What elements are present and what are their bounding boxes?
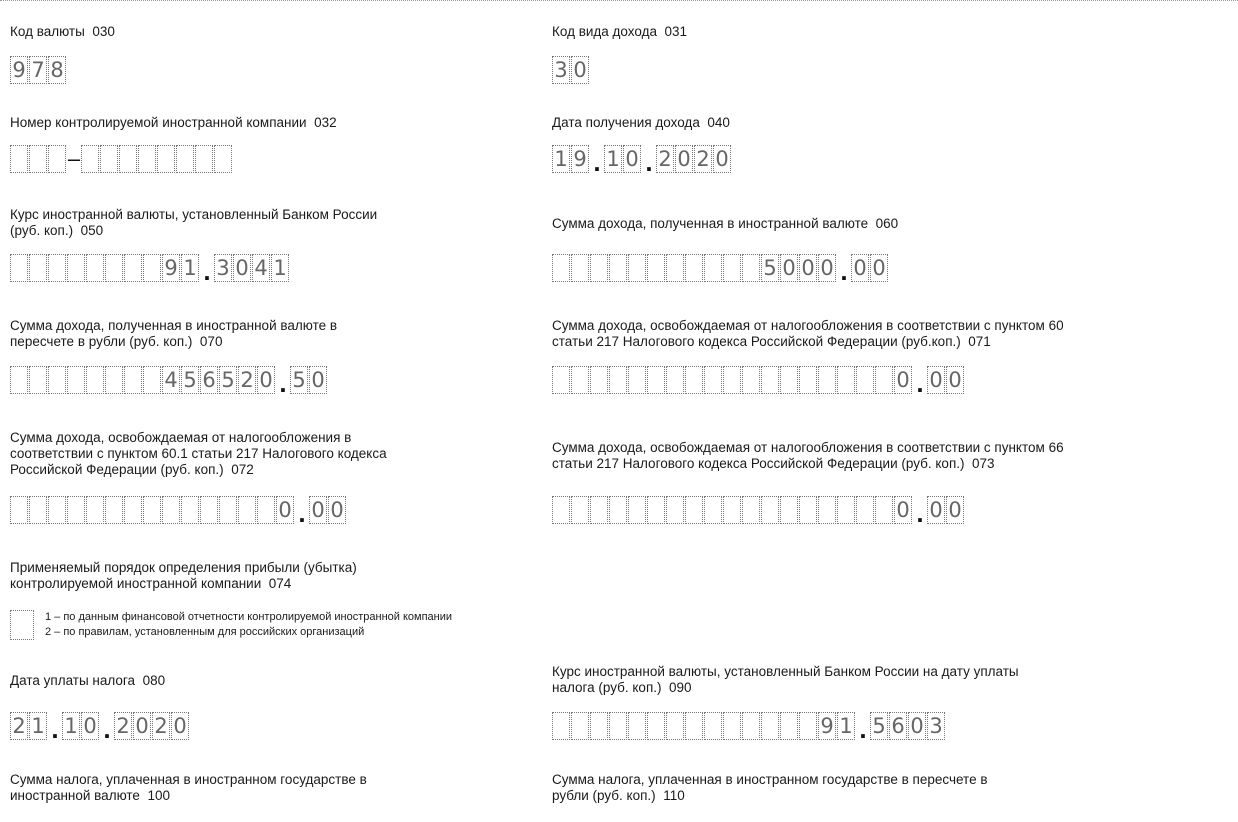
digit-cell[interactable]: [685, 496, 703, 524]
top-dotted-rule: [0, 0, 1238, 1]
digit-cell[interactable]: [704, 712, 722, 740]
digit-cell[interactable]: 9: [162, 254, 180, 282]
field-074-profit-method-cell[interactable]: [10, 610, 34, 640]
field-071-label: Сумма дохода, освобождаемая от налогообложения в соответствии с пунктом 60 статьи 217 Налогового кодекса Российской Федерации (руб.коп.) 071: [552, 318, 1064, 349]
field-072-label: Сумма дохода, освобождаемая от налогообложения в соответствии с пунктом 60.1 статьи 217 Налогового кодекса Российской Федерации (руб. коп.) 072: [10, 430, 387, 477]
digit-cell[interactable]: [257, 496, 275, 524]
digit-cell[interactable]: [10, 366, 28, 394]
digit-cell[interactable]: [48, 145, 66, 173]
digit-cell[interactable]: [818, 366, 836, 394]
digit-cell[interactable]: 0: [946, 496, 964, 524]
digit-cell[interactable]: [124, 496, 142, 524]
digit-cell[interactable]: [723, 712, 741, 740]
digit-cell[interactable]: [143, 496, 161, 524]
digit-cell[interactable]: [552, 366, 570, 394]
digit-cell[interactable]: 6: [889, 712, 907, 740]
digit-cell[interactable]: [10, 254, 28, 282]
digit-cell[interactable]: 5: [761, 254, 779, 282]
digit-cell[interactable]: 6: [200, 366, 218, 394]
digit-cell[interactable]: [124, 254, 142, 282]
digit-cell[interactable]: [666, 712, 684, 740]
field-050-exchange-rate[interactable]: [10, 252, 290, 286]
field-074-option-2: 2 – по правилам, установленным для российских организаций: [45, 626, 365, 638]
digit-cell[interactable]: 1: [604, 145, 622, 173]
digit-cell[interactable]: [119, 145, 137, 173]
field-071-exempt-income-p60[interactable]: [552, 364, 965, 398]
digit-cell[interactable]: [761, 366, 779, 394]
digit-cell[interactable]: [590, 254, 608, 282]
digit-cell[interactable]: 0: [133, 712, 151, 740]
digit-cell[interactable]: [609, 254, 627, 282]
field-070-income-rubles[interactable]: [10, 364, 328, 398]
digit-cell[interactable]: [100, 145, 118, 173]
digit-cell[interactable]: [666, 254, 684, 282]
digit-cell[interactable]: [742, 366, 760, 394]
digit-cell[interactable]: [571, 366, 589, 394]
digit-cell[interactable]: 9: [571, 145, 589, 173]
digit-cell[interactable]: [837, 366, 855, 394]
digit-cell[interactable]: [67, 254, 85, 282]
dot-separator: .: [298, 498, 306, 528]
field-074-label: Применяемый порядок определения прибыли (убытка) контролируемой иностранной компании 074: [10, 560, 357, 591]
digit-cell[interactable]: 3: [552, 56, 570, 84]
digit-cell[interactable]: 2: [238, 366, 256, 394]
field-030-label: Код валюты 030: [10, 24, 115, 39]
digit-cell[interactable]: [86, 366, 104, 394]
digit-cell[interactable]: 0: [233, 254, 251, 282]
digit-cell[interactable]: [238, 496, 256, 524]
digit-cell[interactable]: 0: [623, 145, 641, 173]
digit-cell[interactable]: [29, 254, 47, 282]
field-090-label: Курс иностранной валюты, установленный Банком России на дату уплаты налога (руб. коп.) 090: [552, 664, 1019, 695]
dot-separator: .: [51, 714, 59, 744]
digit-cell[interactable]: 2: [114, 712, 132, 740]
digit-cell[interactable]: [67, 366, 85, 394]
digit-cell[interactable]: [837, 496, 855, 524]
field-110-label: Сумма налога, уплаченная в иностранном государстве в пересчете в рубли (руб. коп.) 110: [552, 772, 988, 803]
digit-cell[interactable]: 1: [271, 254, 289, 282]
field-090-exchange-rate-on-payment-date[interactable]: [552, 710, 946, 744]
dot-separator: .: [840, 256, 848, 286]
digit-cell[interactable]: [609, 366, 627, 394]
digit-cell[interactable]: 2: [694, 145, 712, 173]
digit-cell[interactable]: [818, 496, 836, 524]
digit-cell[interactable]: [590, 366, 608, 394]
dot-separator: .: [916, 368, 924, 398]
field-080-tax-payment-date[interactable]: [10, 710, 190, 744]
digit-cell[interactable]: [195, 145, 213, 173]
field-031-income-type-code[interactable]: [552, 54, 590, 84]
digit-cell[interactable]: 0: [818, 254, 836, 282]
digit-cell[interactable]: [647, 712, 665, 740]
digit-cell[interactable]: [181, 496, 199, 524]
field-050-label: Курс иностранной валюты, установленный Банком России (руб. коп.) 050: [10, 207, 378, 238]
digit-cell[interactable]: [143, 366, 161, 394]
digit-cell[interactable]: [647, 496, 665, 524]
digit-cell[interactable]: 0: [571, 56, 589, 84]
digit-cell[interactable]: 0: [780, 254, 798, 282]
digit-cell[interactable]: 1: [29, 712, 47, 740]
digit-cell[interactable]: 0: [946, 366, 964, 394]
digit-cell[interactable]: [704, 254, 722, 282]
digit-cell[interactable]: [67, 496, 85, 524]
digit-cell[interactable]: [157, 145, 175, 173]
field-073-label: Сумма дохода, освобождаемая от налогообложения в соответствии с пунктом 66 статьи 217 Налогового кодекса Российской Федерации (руб. коп.) 073: [552, 440, 1064, 471]
digit-cell[interactable]: [742, 496, 760, 524]
digit-cell[interactable]: [761, 712, 779, 740]
digit-cell[interactable]: [875, 496, 893, 524]
digit-cell[interactable]: 1: [552, 145, 570, 173]
dot-separator: .: [593, 147, 601, 177]
digit-cell[interactable]: 0: [328, 496, 346, 524]
digit-cell[interactable]: [552, 254, 570, 282]
digit-cell[interactable]: 5: [290, 366, 308, 394]
digit-cell[interactable]: [138, 145, 156, 173]
dot-separator: .: [916, 498, 924, 528]
digit-cell[interactable]: [10, 496, 28, 524]
digit-cell[interactable]: [856, 496, 874, 524]
digit-cell[interactable]: [162, 496, 180, 524]
digit-cell[interactable]: [628, 712, 646, 740]
field-040-income-date[interactable]: [552, 143, 732, 177]
digit-cell[interactable]: [48, 254, 66, 282]
digit-cell[interactable]: [10, 145, 28, 173]
digit-cell[interactable]: [48, 366, 66, 394]
digit-cell[interactable]: [552, 712, 570, 740]
digit-cell[interactable]: [609, 712, 627, 740]
field-040-label: Дата получения дохода 040: [552, 115, 730, 130]
digit-cell[interactable]: 0: [276, 496, 294, 524]
digit-cell[interactable]: [742, 254, 760, 282]
digit-cell[interactable]: [571, 496, 589, 524]
digit-cell[interactable]: 2: [152, 712, 170, 740]
digit-cell[interactable]: [723, 366, 741, 394]
field-080-label: Дата уплаты налога 080: [10, 673, 166, 688]
digit-cell[interactable]: 0: [927, 496, 945, 524]
digit-cell[interactable]: 3: [214, 254, 232, 282]
digit-cell[interactable]: [742, 712, 760, 740]
digit-cell[interactable]: 0: [171, 712, 189, 740]
digit-cell[interactable]: [176, 145, 194, 173]
digit-cell[interactable]: [780, 712, 798, 740]
digit-cell[interactable]: [856, 366, 874, 394]
digit-cell[interactable]: 1: [837, 712, 855, 740]
digit-cell[interactable]: [647, 366, 665, 394]
digit-cell[interactable]: [552, 496, 570, 524]
digit-cell[interactable]: [666, 366, 684, 394]
digit-cell[interactable]: [799, 366, 817, 394]
digit-cell[interactable]: [780, 496, 798, 524]
field-031-label: Код вида дохода 031: [552, 24, 688, 39]
digit-cell[interactable]: [590, 712, 608, 740]
field-032-label: Номер контролируемой иностранной компании 032: [10, 115, 337, 130]
digit-cell[interactable]: 0: [908, 712, 926, 740]
digit-cell[interactable]: 1: [62, 712, 80, 740]
digit-cell[interactable]: [214, 145, 232, 173]
digit-cell[interactable]: [723, 496, 741, 524]
digit-cell[interactable]: 0: [257, 366, 275, 394]
field-070-label: Сумма дохода, полученная в иностранной валюте в пересчете в рубли (руб. коп.) 070: [10, 318, 338, 349]
digit-cell[interactable]: 0: [713, 145, 731, 173]
digit-cell[interactable]: 0: [894, 496, 912, 524]
dot-separator: .: [103, 714, 111, 744]
digit-cell[interactable]: [48, 496, 66, 524]
digit-cell[interactable]: [609, 496, 627, 524]
digit-cell[interactable]: [105, 254, 123, 282]
field-073-exempt-income-p66[interactable]: [552, 494, 965, 528]
digit-cell[interactable]: 7: [29, 56, 47, 84]
digit-cell[interactable]: 9: [818, 712, 836, 740]
digit-cell[interactable]: [704, 366, 722, 394]
dot-separator: .: [203, 256, 211, 286]
digit-cell[interactable]: 8: [48, 56, 66, 84]
digit-cell[interactable]: [571, 254, 589, 282]
digit-cell[interactable]: [86, 254, 104, 282]
digit-cell[interactable]: [685, 712, 703, 740]
dash-separator: –: [67, 146, 81, 171]
digit-cell[interactable]: 1: [181, 254, 199, 282]
digit-cell[interactable]: [124, 366, 142, 394]
digit-cell[interactable]: [29, 496, 47, 524]
digit-cell[interactable]: [780, 366, 798, 394]
digit-cell[interactable]: [590, 496, 608, 524]
digit-cell[interactable]: [628, 366, 646, 394]
digit-cell[interactable]: 3: [927, 712, 945, 740]
dot-separator: .: [645, 147, 653, 177]
digit-cell[interactable]: [143, 254, 161, 282]
digit-cell[interactable]: [81, 145, 99, 173]
digit-cell[interactable]: [723, 254, 741, 282]
field-060-label: Сумма дохода, полученная в иностранной валюте 060: [552, 216, 899, 231]
digit-cell[interactable]: [29, 366, 47, 394]
digit-cell[interactable]: [571, 712, 589, 740]
digit-cell[interactable]: 2: [10, 712, 28, 740]
digit-cell[interactable]: 0: [81, 712, 99, 740]
dot-separator: .: [279, 368, 287, 398]
digit-cell[interactable]: [200, 496, 218, 524]
digit-cell[interactable]: 0: [675, 145, 693, 173]
field-060-income-foreign-currency[interactable]: [552, 252, 889, 286]
digit-cell[interactable]: 0: [799, 254, 817, 282]
digit-cell[interactable]: [86, 496, 104, 524]
field-074-option-1: 1 – по данным финансовой отчетности контролируемой иностранной компании: [45, 611, 453, 623]
field-100-label: Сумма налога, уплаченная в иностранном государстве в иностранной валюте 100: [10, 772, 367, 803]
digit-cell[interactable]: [29, 145, 47, 173]
digit-cell[interactable]: [647, 254, 665, 282]
digit-cell[interactable]: 5: [219, 366, 237, 394]
digit-cell[interactable]: [704, 496, 722, 524]
digit-cell[interactable]: 0: [309, 366, 327, 394]
digit-cell[interactable]: 4: [252, 254, 270, 282]
digit-cell[interactable]: [666, 496, 684, 524]
digit-cell[interactable]: 9: [10, 56, 28, 84]
digit-cell[interactable]: 0: [870, 254, 888, 282]
digit-cell[interactable]: [628, 254, 646, 282]
digit-cell[interactable]: [685, 254, 703, 282]
digit-cell[interactable]: [761, 496, 779, 524]
digit-cell[interactable]: [799, 712, 817, 740]
field-072-exempt-income-p60-1[interactable]: [10, 494, 347, 528]
digit-cell[interactable]: 2: [656, 145, 674, 173]
field-032-company-number[interactable]: [10, 143, 233, 173]
digit-cell[interactable]: [219, 496, 237, 524]
digit-cell[interactable]: [875, 366, 893, 394]
digit-cell[interactable]: 0: [927, 366, 945, 394]
field-030-currency-code[interactable]: [10, 54, 67, 84]
digit-cell[interactable]: 0: [309, 496, 327, 524]
digit-cell[interactable]: [105, 496, 123, 524]
digit-cell[interactable]: 5: [181, 366, 199, 394]
digit-cell[interactable]: 0: [894, 366, 912, 394]
dot-separator: .: [859, 714, 867, 744]
digit-cell[interactable]: [799, 496, 817, 524]
digit-cell[interactable]: 0: [851, 254, 869, 282]
digit-cell[interactable]: [685, 366, 703, 394]
digit-cell[interactable]: [628, 496, 646, 524]
digit-cell[interactable]: 4: [162, 366, 180, 394]
digit-cell[interactable]: 5: [870, 712, 888, 740]
digit-cell[interactable]: [105, 366, 123, 394]
